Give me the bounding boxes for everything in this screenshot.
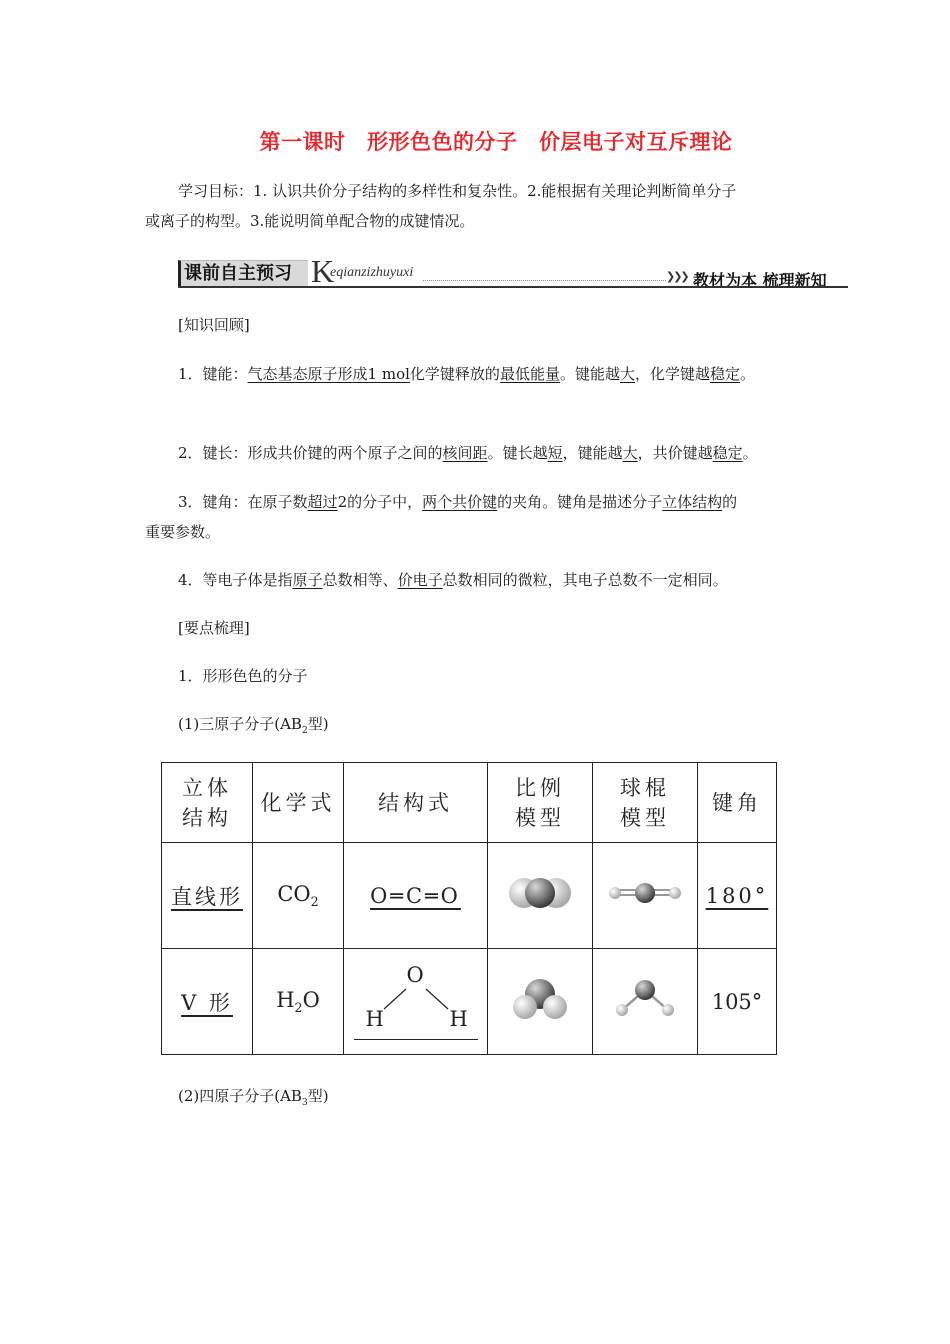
header-bond-angle: 键角 [698,763,777,843]
keypoints-item-1: 1．形形色色的分子 [178,667,308,685]
atom-h-left: H [365,1007,384,1031]
cell-structure-co2: O═C═O [344,843,488,949]
objectives-line1: 学习目标：1. 认识共价分子结构的多样性和复杂性。2.能根据有关理论判断简单分子 [178,182,737,200]
molecule-table [161,762,777,1055]
table-row [162,843,777,949]
review-header: [知识回顾] [178,316,250,334]
h2o-ball-stick-model [610,976,680,1022]
review-item-3: 3．键角：在原子数超过2的分子中，两个共价键的夹角。键角是描述分子立体结构的 [178,493,738,511]
cell-shape-linear: 直线形 [162,843,253,949]
banner-dotted-line [423,280,666,281]
page-title: 第一课时 形形色色的分子 价层电子对互斥理论 [259,130,733,154]
table-header-row [162,763,777,843]
review-item-4: 4．等电子体是指原子总数相等、价电子总数相同的微粒，其电子总数不一定相同。 [178,571,728,589]
header-structure: 结构式 [344,763,488,843]
h2o-space-filling-model [510,976,570,1022]
review-item-2: 2．键长：形成共价键的两个原子之间的核间距。键长越短，键能越大，共价键越稳定。 [178,444,758,462]
banner-underline [178,286,848,288]
table-row [162,949,777,1055]
co2-ball-stick-model [605,878,685,908]
cell-angle-h2o: 105° [698,949,777,1055]
keypoints-sub-1: (1)三原子分子($AB_2$型) [178,715,329,736]
section-banner-label: 课前自主预习 [178,260,308,286]
co2-space-filling-model [505,873,575,913]
cell-space-filling-co2 [488,843,593,949]
h2o-bond-lines [354,963,478,1039]
header-space-filling: 比例 模型 [488,763,593,843]
cell-formula-co2: $CO_2$ [253,843,344,949]
header-shape: 立体 结构 [162,763,253,843]
chevrons-icon: ❯❯❯ [666,270,688,283]
h2o-structure-formula [354,963,478,1040]
keypoints-header: [要点梳理] [178,619,250,637]
cell-structure-h2o [344,949,488,1055]
review-item-3-cont: 重要参数。 [145,523,221,541]
cell-formula-h2o: $H_2O$ [253,949,344,1055]
header-formula: 化学式 [253,763,344,843]
review-item-1: 1．键能：气态基态原子形成1 mol化学键释放的最低能量。键能越大，化学键越稳定。 [178,365,756,383]
banner-romanization: eqianzizhuyuxi [330,265,414,280]
keypoints-sub-2: (2)四原子分子($AB_3$型) [178,1087,329,1108]
cell-space-filling-h2o [488,949,593,1055]
objectives-line2: 或离子的构型。3.能说明简单配合物的成键情况。 [145,212,475,230]
cell-ball-stick-co2 [593,843,698,949]
cell-angle-co2: 180° [698,843,777,949]
banner-k-letter: K [311,253,335,289]
banner-right-text: 教材为本 梳理新知 [693,271,827,290]
atom-o: O [406,963,424,987]
cell-shape-v: V 形 [162,949,253,1055]
cell-ball-stick-h2o [593,949,698,1055]
atom-h-right: H [449,1007,468,1031]
header-ball-stick: 球棍 模型 [593,763,698,843]
